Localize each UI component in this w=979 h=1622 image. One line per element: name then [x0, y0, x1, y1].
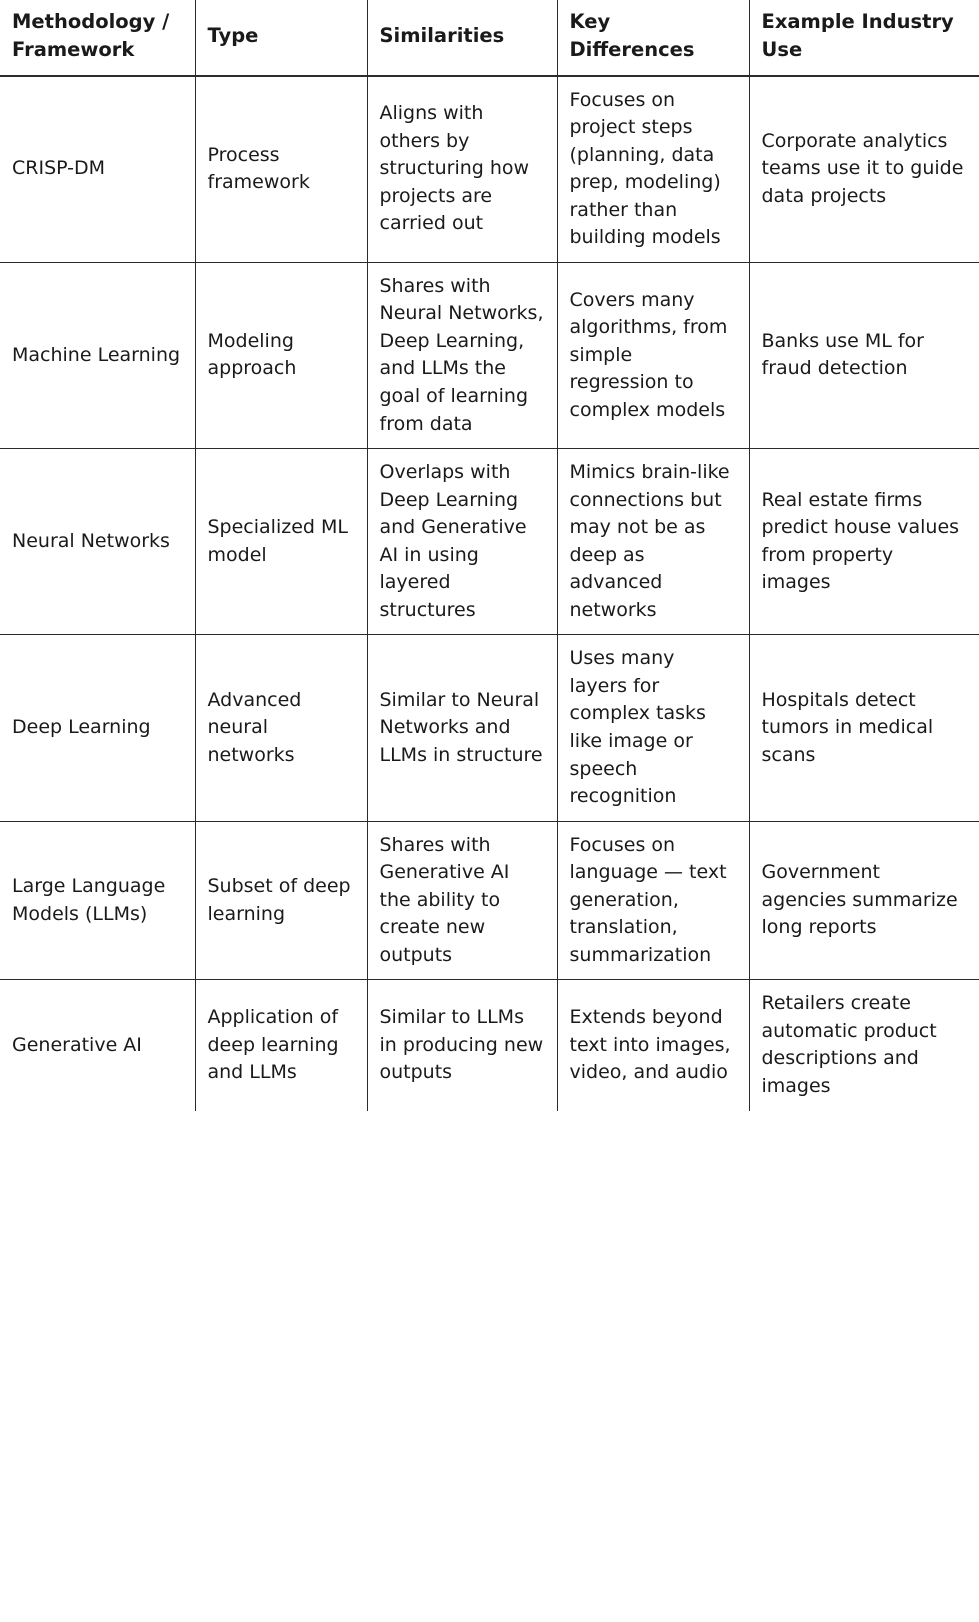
- column-header-methodology: Methodology / Framework: [0, 0, 195, 76]
- cell-similarities: Shares with Neural Networks, Deep Learning, and LLMs the goal of learning from data: [367, 262, 557, 448]
- cell-key-differences: Uses many layers for complex tasks like image or speech recognition: [557, 635, 749, 821]
- column-header-example-industry-use: Example Industry Use: [749, 0, 979, 76]
- cell-similarities: Aligns with others by structuring how projects are carried out: [367, 76, 557, 263]
- table-header: [0, 0, 979, 76]
- cell-type: Application of deep learning and LLMs: [195, 980, 367, 1111]
- cell-example-industry-use: Corporate analytics teams use it to guide data projects: [749, 76, 979, 263]
- cell-similarities: Overlaps with Deep Learning and Generative AI in using layered structures: [367, 449, 557, 635]
- cell-methodology: Deep Learning: [0, 635, 195, 821]
- cell-similarities: Similar to LLMs in producing new outputs: [367, 980, 557, 1111]
- cell-key-differences: Mimics brain-like connections but may not be as deep as advanced networks: [557, 449, 749, 635]
- cell-key-differences: Focuses on language — text generation, translation, summarization: [557, 821, 749, 980]
- cell-methodology: Large Language Models (LLMs): [0, 821, 195, 980]
- cell-type: Advanced neural networks: [195, 635, 367, 821]
- cell-example-industry-use: Hospitals detect tumors in medical scans: [749, 635, 979, 821]
- cell-methodology: Generative AI: [0, 980, 195, 1111]
- cell-similarities: Shares with Generative AI the ability to create new outputs: [367, 821, 557, 980]
- cell-type: Specialized ML model: [195, 449, 367, 635]
- cell-example-industry-use: Retailers create automatic product descriptions and images: [749, 980, 979, 1111]
- cell-similarities: Similar to Neural Networks and LLMs in structure: [367, 635, 557, 821]
- cell-methodology: CRISP-DM: [0, 76, 195, 263]
- table-row: [0, 262, 979, 448]
- table-row: [0, 635, 979, 821]
- cell-key-differences: Covers many algorithms, from simple regression to complex models: [557, 262, 749, 448]
- column-header-similarities: Similarities: [367, 0, 557, 76]
- column-header-key-differences: Key Differences: [557, 0, 749, 76]
- column-header-type: Type: [195, 0, 367, 76]
- cell-type: Subset of deep learning: [195, 821, 367, 980]
- cell-methodology: Machine Learning: [0, 262, 195, 448]
- cell-type: Process framework: [195, 76, 367, 263]
- cell-key-differences: Focuses on project steps (planning, data prep, modeling) rather than building models: [557, 76, 749, 263]
- cell-methodology: Neural Networks: [0, 449, 195, 635]
- cell-example-industry-use: Government agencies summarize long reports: [749, 821, 979, 980]
- cell-type: Modeling approach: [195, 262, 367, 448]
- table-header-row: [0, 0, 979, 76]
- cell-example-industry-use: Banks use ML for fraud detection: [749, 262, 979, 448]
- table-row: [0, 76, 979, 263]
- cell-key-differences: Extends beyond text into images, video, and audio: [557, 980, 749, 1111]
- table-row: [0, 980, 979, 1111]
- table-row: [0, 821, 979, 980]
- table-row: [0, 449, 979, 635]
- cell-example-industry-use: Real estate firms predict house values from property images: [749, 449, 979, 635]
- table-body: [0, 76, 979, 1111]
